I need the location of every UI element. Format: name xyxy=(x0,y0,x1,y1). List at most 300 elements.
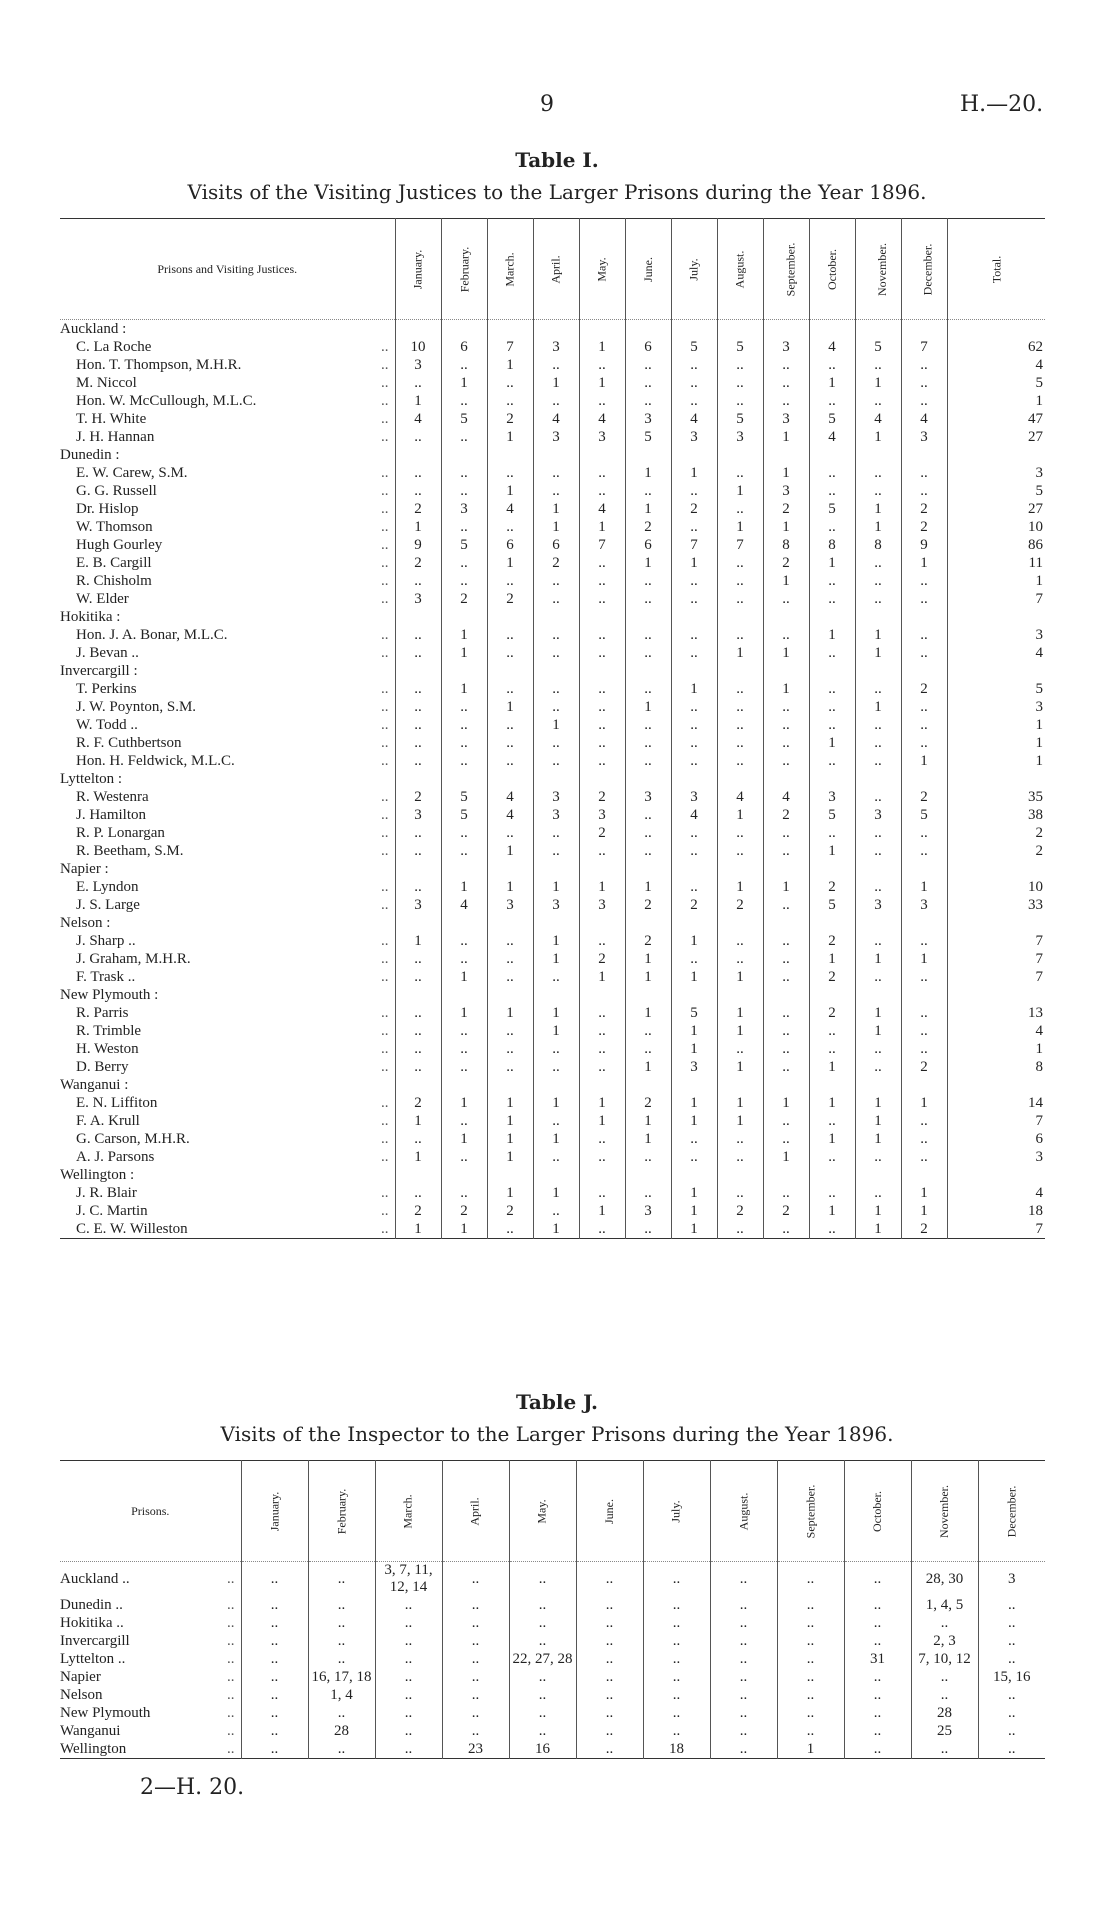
table-cell: .. xyxy=(809,1112,855,1130)
total-cell: 5 xyxy=(947,374,1045,392)
justice-name: E. W. Carew, S.M. .. xyxy=(76,465,389,481)
column-header-label: September. xyxy=(803,1484,817,1538)
column-header-label: August. xyxy=(732,250,747,288)
table-cell: 1 xyxy=(441,878,487,896)
table-cell: .. xyxy=(487,752,533,770)
table-cell: 1 xyxy=(855,428,901,446)
table-cell: .. xyxy=(241,1614,308,1632)
table-row xyxy=(60,968,1045,986)
table-cell xyxy=(901,1166,947,1184)
table-cell xyxy=(441,446,487,464)
row-label: R. F. Cuthbertson xyxy=(76,735,182,751)
table-cell xyxy=(855,1076,901,1094)
table-cell xyxy=(579,860,625,878)
table-cell: 9 xyxy=(901,536,947,554)
table-cell: .. xyxy=(855,842,901,860)
table-cell: .. xyxy=(671,698,717,716)
table-cell: .. xyxy=(579,356,625,374)
justice-name: R. Parris .. xyxy=(76,1005,389,1021)
row-label: G. G. Russell xyxy=(76,483,157,499)
table-cell: 5 xyxy=(717,338,763,356)
justice-name: J. C. Martin .. xyxy=(76,1203,389,1219)
table-cell xyxy=(533,1166,579,1184)
table-cell xyxy=(671,986,717,1004)
table-cell xyxy=(533,1076,579,1094)
column-header xyxy=(911,1461,978,1562)
table-cell: .. xyxy=(625,1022,671,1040)
table-cell: .. xyxy=(625,1040,671,1058)
table-cell: .. xyxy=(710,1632,777,1650)
table-cell: 8 xyxy=(809,536,855,554)
table-cell: .. xyxy=(855,392,901,410)
table-cell: .. xyxy=(717,1184,763,1202)
column-header xyxy=(625,219,671,320)
table-cell: .. xyxy=(509,1614,576,1632)
table-cell: .. xyxy=(710,1686,777,1704)
table-cell xyxy=(441,860,487,878)
prison-name xyxy=(60,1166,395,1184)
table-cell: .. xyxy=(671,734,717,752)
row-label: Wanganui : xyxy=(60,1077,129,1093)
table-cell: 1 xyxy=(809,626,855,644)
table-cell xyxy=(901,860,947,878)
column-header xyxy=(241,1461,308,1562)
table-cell: 3 xyxy=(763,338,809,356)
table-row xyxy=(60,698,1045,716)
table-cell: 4 xyxy=(579,410,625,428)
table-cell: 1 xyxy=(671,932,717,950)
table-cell: .. xyxy=(375,1650,442,1668)
table-cell xyxy=(533,770,579,788)
table-cell: .. xyxy=(671,1148,717,1166)
table-row xyxy=(60,392,1045,410)
table-cell: 1 xyxy=(395,392,441,410)
table-cell: 1 xyxy=(717,1004,763,1022)
table-cell: .. xyxy=(625,716,671,734)
table-cell: 2 xyxy=(441,590,487,608)
table-cell: 1 xyxy=(533,1022,579,1040)
table-group-row xyxy=(60,914,1045,932)
column-header: Prisons and Visiting Justices. xyxy=(60,219,395,320)
table-cell: 1 xyxy=(671,1022,717,1040)
row-label: R. Parris xyxy=(76,1005,129,1021)
table-cell: .. xyxy=(395,1130,441,1148)
table-cell xyxy=(855,608,901,626)
table-cell xyxy=(763,986,809,1004)
table-cell: 2 xyxy=(487,1202,533,1220)
table-cell: 16 xyxy=(509,1740,576,1759)
total-cell: 1 xyxy=(947,572,1045,590)
table-cell xyxy=(901,446,947,464)
prison-name xyxy=(60,662,395,680)
table-cell: .. xyxy=(901,1022,947,1040)
table-cell xyxy=(395,320,441,339)
column-header xyxy=(442,1461,509,1562)
total-cell: 47 xyxy=(947,410,1045,428)
table-cell: .. xyxy=(625,392,671,410)
table-cell: 1 xyxy=(717,1058,763,1076)
prison-name: Lyttelton .. .. xyxy=(60,1651,235,1667)
row-label: Hon. T. Thompson, M.H.R. xyxy=(76,357,242,373)
table-cell xyxy=(533,662,579,680)
table-cell: 1 xyxy=(625,464,671,482)
table-cell: .. xyxy=(901,392,947,410)
total-cell: 5 xyxy=(947,482,1045,500)
row-label: Dunedin : xyxy=(60,447,120,463)
table-cell: .. xyxy=(241,1722,308,1740)
table-cell: .. xyxy=(395,1058,441,1076)
table-cell: .. xyxy=(671,950,717,968)
total-cell: 7 xyxy=(947,968,1045,986)
table-cell: .. xyxy=(576,1686,643,1704)
table-cell: .. xyxy=(579,734,625,752)
table-cell: .. xyxy=(395,572,441,590)
table-cell: 1 xyxy=(441,1004,487,1022)
table-cell: .. xyxy=(533,680,579,698)
row-label: F. A. Krull xyxy=(76,1113,140,1129)
table-cell: .. xyxy=(395,464,441,482)
table-cell xyxy=(579,1166,625,1184)
table-row xyxy=(60,1202,1045,1220)
table-cell: .. xyxy=(487,518,533,536)
table-row xyxy=(60,788,1045,806)
table-cell: .. xyxy=(533,464,579,482)
table-cell: .. xyxy=(763,1220,809,1239)
table-cell: 1 xyxy=(487,698,533,716)
table-cell: 2 xyxy=(671,896,717,914)
table-cell: 1 xyxy=(809,842,855,860)
table-row xyxy=(60,896,1045,914)
column-header xyxy=(777,1461,844,1562)
table-j xyxy=(60,1460,1045,1759)
table-cell: .. xyxy=(576,1596,643,1614)
total-cell: 7 xyxy=(947,950,1045,968)
table-cell: .. xyxy=(241,1740,308,1759)
table-cell: 2 xyxy=(901,680,947,698)
table-cell: 4 xyxy=(579,500,625,518)
table-cell: 3 xyxy=(763,410,809,428)
table-cell xyxy=(855,320,901,339)
table-cell xyxy=(395,860,441,878)
table-cell: .. xyxy=(763,374,809,392)
total-cell: 3 xyxy=(947,1148,1045,1166)
table-cell xyxy=(763,1076,809,1094)
table-cell: .. xyxy=(717,626,763,644)
row-label: T. H. White xyxy=(76,411,147,427)
table-cell: .. xyxy=(901,1130,947,1148)
table-cell: .. xyxy=(441,734,487,752)
table-row xyxy=(60,1058,1045,1076)
table-cell: 1 xyxy=(855,644,901,662)
table-row xyxy=(60,950,1045,968)
row-label: Hon. H. Feldwick, M.L.C. xyxy=(76,753,235,769)
table-cell: .. xyxy=(395,680,441,698)
table-cell: .. xyxy=(809,752,855,770)
total-cell: 4 xyxy=(947,1022,1045,1040)
table-cell: .. xyxy=(855,1184,901,1202)
table-cell: .. xyxy=(579,716,625,734)
total-cell xyxy=(947,1166,1045,1184)
table-cell: .. xyxy=(763,1022,809,1040)
table-cell: .. xyxy=(509,1722,576,1740)
column-header xyxy=(901,219,947,320)
row-label: Lyttelton .. xyxy=(60,1651,126,1667)
table-cell: 3 xyxy=(533,788,579,806)
table-cell xyxy=(579,986,625,1004)
total-cell xyxy=(947,320,1045,339)
table-cell: .. xyxy=(487,950,533,968)
table-cell: .. xyxy=(978,1686,1045,1704)
row-label: G. Carson, M.H.R. xyxy=(76,1131,190,1147)
table-cell: 2 xyxy=(809,968,855,986)
table-cell xyxy=(901,986,947,1004)
table-cell xyxy=(625,770,671,788)
table-cell: .. xyxy=(978,1722,1045,1740)
prison-name: Nelson .. xyxy=(60,1687,235,1703)
table-cell: 1 xyxy=(533,374,579,392)
row-label: Invercargill xyxy=(60,1633,130,1649)
row-label: Hon. J. A. Bonar, M.L.C. xyxy=(76,627,228,643)
table-cell: .. xyxy=(809,1148,855,1166)
table-cell: .. xyxy=(576,1704,643,1722)
table-cell: .. xyxy=(395,716,441,734)
column-header xyxy=(717,219,763,320)
table-cell: .. xyxy=(395,950,441,968)
table-cell xyxy=(625,608,671,626)
table-cell: .. xyxy=(671,644,717,662)
row-label: Auckland : xyxy=(60,321,127,337)
row-label: J. Graham, M.H.R. xyxy=(76,951,191,967)
table-cell: 5 xyxy=(441,410,487,428)
row-label: New Plymouth xyxy=(60,1705,151,1721)
table-cell xyxy=(901,662,947,680)
table-group-row xyxy=(60,608,1045,626)
row-label: J. W. Poynton, S.M. xyxy=(76,699,197,715)
table-cell: .. xyxy=(625,824,671,842)
table-cell: 3 xyxy=(395,356,441,374)
table-cell: .. xyxy=(855,680,901,698)
table-cell: .. xyxy=(442,1668,509,1686)
table-cell: .. xyxy=(763,968,809,986)
table-cell xyxy=(901,1076,947,1094)
prison-name xyxy=(60,770,395,788)
table-cell: .. xyxy=(643,1668,710,1686)
total-cell: 10 xyxy=(947,518,1045,536)
table-cell: .. xyxy=(763,842,809,860)
table-cell: 1 xyxy=(671,1040,717,1058)
table-cell: .. xyxy=(625,752,671,770)
table-cell: .. xyxy=(579,752,625,770)
table-cell xyxy=(395,1076,441,1094)
table-cell: .. xyxy=(763,950,809,968)
table-cell: .. xyxy=(844,1686,911,1704)
table-cell: .. xyxy=(763,698,809,716)
table-row xyxy=(60,1184,1045,1202)
table-cell: 2 xyxy=(717,896,763,914)
table-cell: .. xyxy=(395,1040,441,1058)
column-header-label: April. xyxy=(548,254,563,284)
row-label: Hokitika .. xyxy=(60,1615,124,1631)
total-cell xyxy=(947,860,1045,878)
total-cell: 13 xyxy=(947,1004,1045,1022)
table-cell: 7 xyxy=(901,338,947,356)
column-header xyxy=(947,219,1045,320)
column-header-label: June. xyxy=(602,1498,616,1524)
justice-name: Hon. T. Thompson, M.H.R. .. xyxy=(76,357,389,373)
table-cell: 1 xyxy=(395,1220,441,1239)
table-row xyxy=(60,1632,1045,1650)
column-header xyxy=(710,1461,777,1562)
table-cell: 3 xyxy=(533,806,579,824)
table-cell: .. xyxy=(395,482,441,500)
table-cell: 1 xyxy=(579,338,625,356)
table-cell: 5 xyxy=(809,896,855,914)
table-cell: 1 xyxy=(625,950,671,968)
table-cell: 1 xyxy=(395,1112,441,1130)
table-cell: .. xyxy=(579,1022,625,1040)
table-cell: 5 xyxy=(809,806,855,824)
table-cell xyxy=(671,662,717,680)
row-label: Napier : xyxy=(60,861,109,877)
table-cell: .. xyxy=(901,482,947,500)
table-cell: .. xyxy=(241,1632,308,1650)
row-label: Hon. W. McCullough, M.L.C. xyxy=(76,393,257,409)
table-row xyxy=(60,1614,1045,1632)
table-cell: 4 xyxy=(809,338,855,356)
table-cell: .. xyxy=(441,716,487,734)
table-cell: 7, 10, 12 xyxy=(911,1650,978,1668)
table-cell: 1 xyxy=(671,554,717,572)
table-cell: .. xyxy=(487,392,533,410)
table-cell xyxy=(671,320,717,339)
table-cell xyxy=(809,1166,855,1184)
page-number: 9 xyxy=(540,92,554,117)
column-header-label: January. xyxy=(410,249,425,289)
table-cell: 1 xyxy=(855,1202,901,1220)
row-label: Wellington xyxy=(60,1741,127,1757)
table-cell: .. xyxy=(855,464,901,482)
table-cell: 3 xyxy=(671,1058,717,1076)
table-cell: 4 xyxy=(441,896,487,914)
column-header-label: January. xyxy=(266,1491,281,1531)
table-cell: .. xyxy=(809,716,855,734)
table-i xyxy=(60,218,1045,1239)
table-cell: .. xyxy=(844,1668,911,1686)
table-cell: 7 xyxy=(717,536,763,554)
table-cell: 2 xyxy=(809,878,855,896)
table-cell: 4 xyxy=(533,410,579,428)
table-cell: .. xyxy=(579,464,625,482)
table-group-row xyxy=(60,860,1045,878)
table-cell: .. xyxy=(717,590,763,608)
row-label: Hugh Gourley xyxy=(76,537,163,553)
table-cell: .. xyxy=(576,1632,643,1650)
row-label: Dr. Hislop xyxy=(76,501,139,517)
justice-name: J. S. Large .. xyxy=(76,897,389,913)
table-cell: .. xyxy=(625,806,671,824)
column-header xyxy=(308,1461,375,1562)
table-cell: 1 xyxy=(717,1022,763,1040)
table-cell: 1 xyxy=(625,500,671,518)
table-cell: 15, 16 xyxy=(978,1668,1045,1686)
table-row xyxy=(60,1130,1045,1148)
table-cell: 2 xyxy=(579,950,625,968)
table-cell: 2 xyxy=(763,554,809,572)
table-cell: .. xyxy=(844,1632,911,1650)
table-row xyxy=(60,680,1045,698)
table-cell: .. xyxy=(579,1058,625,1076)
table-cell: 16, 17, 18 xyxy=(308,1668,375,1686)
table-cell: 3 xyxy=(579,806,625,824)
table-cell: 1 xyxy=(487,842,533,860)
column-header-label: November. xyxy=(937,1484,951,1538)
table-cell: 1 xyxy=(579,374,625,392)
table-cell: .. xyxy=(671,752,717,770)
table-cell: .. xyxy=(375,1686,442,1704)
table-cell: .. xyxy=(717,932,763,950)
table-cell: .. xyxy=(717,680,763,698)
table-cell: .. xyxy=(777,1668,844,1686)
total-cell: 1 xyxy=(947,716,1045,734)
table-cell xyxy=(441,608,487,626)
table-cell: .. xyxy=(901,590,947,608)
prison-name: Auckland .. .. xyxy=(60,1571,235,1587)
table-cell: .. xyxy=(901,644,947,662)
table-cell: 1 xyxy=(809,950,855,968)
table-cell: .. xyxy=(855,788,901,806)
table-row xyxy=(60,806,1045,824)
table-cell: 3 xyxy=(533,338,579,356)
table-row xyxy=(60,1650,1045,1668)
table-cell: .. xyxy=(576,1722,643,1740)
table-cell: .. xyxy=(441,1112,487,1130)
table-cell xyxy=(809,320,855,339)
table-cell xyxy=(487,770,533,788)
table-cell: .. xyxy=(717,1220,763,1239)
table-cell: .. xyxy=(441,932,487,950)
justice-name: H. Weston .. xyxy=(76,1041,389,1057)
table-cell: .. xyxy=(395,698,441,716)
table-cell: .. xyxy=(901,1040,947,1058)
table-cell: .. xyxy=(809,1040,855,1058)
column-header-label: October. xyxy=(824,248,839,290)
total-cell: 8 xyxy=(947,1058,1045,1076)
table-cell: .. xyxy=(625,626,671,644)
table-cell: .. xyxy=(487,464,533,482)
table-cell xyxy=(717,1166,763,1184)
table-cell: 4 xyxy=(671,806,717,824)
table-cell: .. xyxy=(978,1632,1045,1650)
table-cell xyxy=(625,320,671,339)
row-label: R. Chisholm xyxy=(76,573,152,589)
table-cell: .. xyxy=(441,554,487,572)
table-cell: 1 xyxy=(441,680,487,698)
table-cell: 6 xyxy=(625,338,671,356)
table-cell: .. xyxy=(308,1596,375,1614)
table-cell: .. xyxy=(579,680,625,698)
table-cell: 1 xyxy=(855,374,901,392)
table-cell: 1 xyxy=(809,374,855,392)
table-cell: .. xyxy=(978,1614,1045,1632)
justice-name: J. R. Blair .. xyxy=(76,1185,389,1201)
table-cell: .. xyxy=(441,950,487,968)
table-cell xyxy=(579,320,625,339)
column-header xyxy=(844,1461,911,1562)
table-cell: .. xyxy=(710,1740,777,1759)
table-cell: 1 xyxy=(533,518,579,536)
table-cell: 2 xyxy=(901,1058,947,1076)
table-cell: .. xyxy=(441,572,487,590)
